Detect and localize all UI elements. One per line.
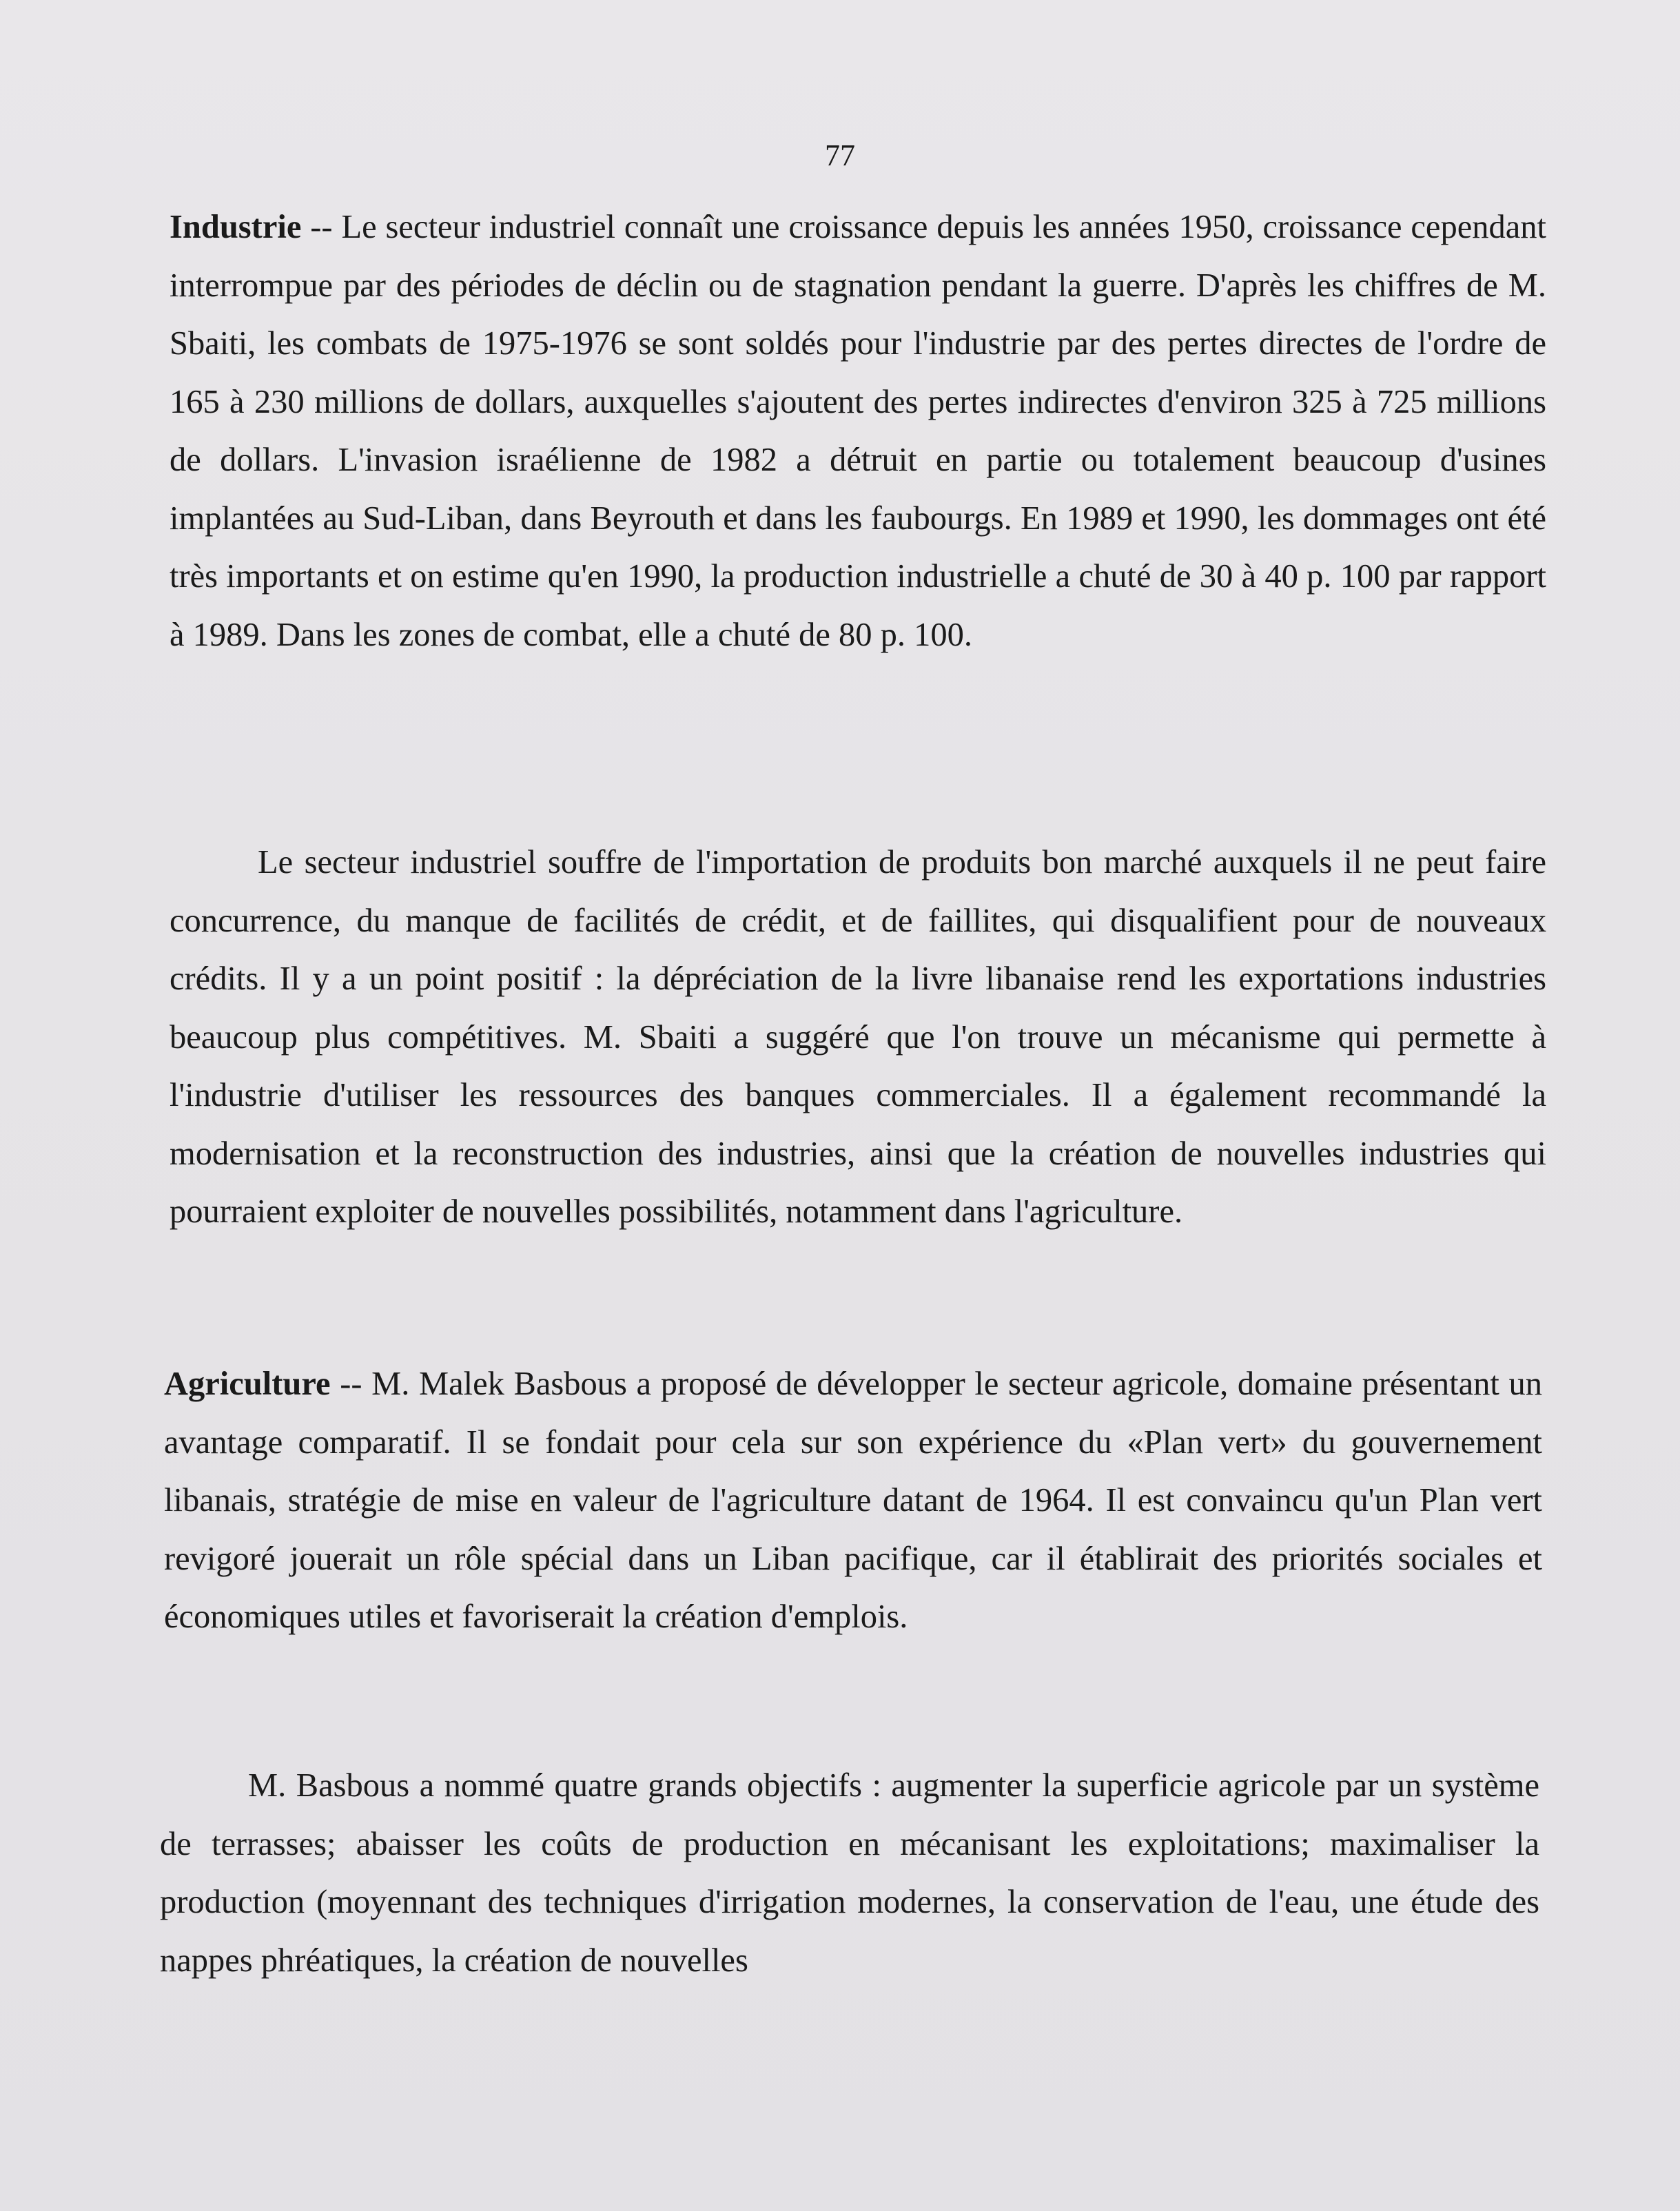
industrie-paragraph-1	[170, 198, 1546, 664]
industrie-heading: Industrie	[170, 209, 302, 245]
industrie-paragraph-2	[170, 834, 1546, 1242]
page-number: 77	[825, 138, 855, 172]
heading-dash: --	[301, 209, 342, 245]
industrie-paragraph-2-text: Le secteur industriel souffre de l'importation de produits bon marché auxquels il ne peut faire concurrence, du manque de facilités de crédit, et de faillites, qui disqualifient pour de nouveaux crédits. Il y a un point positif : la dépréciation de la livre libanaise rend les exportations industries beaucoup plus compétitives. M. Sbaiti a suggéré que l'on trouve un mécanisme qui permette à l'industrie d'utiliser les ressources des banques commerciales. Il a également recommandé la modernisation et la reconstruction des industries, ainsi que la création de nouvelles industries qui pourraient exploiter de nouvelles possibilités, notamment dans l'agriculture.	[170, 844, 1546, 1230]
heading-dash: --	[330, 1366, 372, 1402]
agriculture-paragraph-1	[164, 1355, 1542, 1647]
agriculture-paragraph-2-text: M. Basbous a nommé quatre grands objectifs : augmenter la superficie agricole par un système de terrasses; abaisser les coûts de production en mécanisant les exploitations; maximaliser la production (moyennant des techniques d'irrigation modernes, la conservation de l'eau, une étude des nappes phréatiques, la création de nouvelles	[160, 1767, 1539, 1979]
agriculture-heading: Agriculture	[164, 1366, 331, 1402]
agriculture-paragraph-2	[160, 1757, 1539, 1990]
industrie-text: Le secteur industriel connaît une croissance depuis les années 1950, croissance cependant interrompue par des périodes de déclin ou de stagnation pendant la guerre. D'après les chiffres de M. Sbaiti, les combats de 1975-1976 se sont soldés pour l'industrie par des pertes directes de l'ordre de 165 à 230 millions de dollars, auxquelles s'ajoutent des pertes indirectes d'environ 325 à 725 millions de dollars. L'invasion israélienne de 1982 a détruit en partie ou totalement beaucoup d'usines implantées au Sud-Liban, dans Beyrouth et dans les faubourgs. En 1989 et 1990, les dommages ont été très importants et on estime qu'en 1990, la production industrielle a chuté de 30 à 40 p. 100 par rapport à 1989. Dans les zones de combat, elle a chuté de 80 p. 100.	[170, 209, 1546, 653]
agriculture-text: M. Malek Basbous a proposé de développer le secteur agricole, domaine présentant un avantage comparatif. Il se fondait pour cela sur son expérience du «Plan vert» du gouvernement libanais, stratégie de mise en valeur de l'agriculture datant de 1964. Il est convaincu qu'un Plan vert revigoré jouerait un rôle spécial dans un Liban pacifique, car il établirait des priorités sociales et économiques utiles et favoriserait la création d'emplois.	[164, 1366, 1543, 1635]
